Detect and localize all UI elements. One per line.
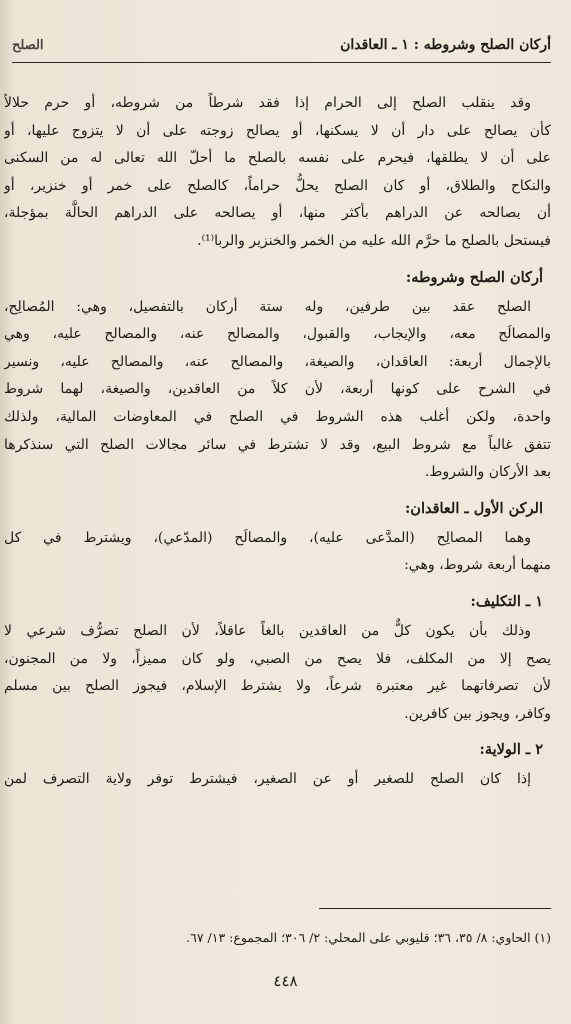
header-rule: [12, 62, 551, 63]
text-line: بعد الأركان والشروط.: [424, 464, 551, 481]
pillars-paragraph: [4, 294, 551, 487]
intro-paragraph: [4, 90, 551, 256]
wilaya-paragraph: [4, 766, 551, 794]
text-line: وذلك بأن يكون كلٌّ من العاقدين بالغاً عاقلاً، لأن الصلح تصرُّف شرعي لا: [4, 622, 531, 639]
text-line: وهما المصالِح (المدَّعى عليه)، والمصالَح (المدّعي)، ويشترط في كل: [4, 529, 531, 546]
subheading-wilaya: ٢ ـ الولاية:: [479, 741, 543, 759]
text-line: الصلح عقد بين طرفين، وله ستة أركان بالتفصيل، وهي: المُصالِح،: [4, 298, 531, 315]
text-line: فيستحل بالصلح ما حرَّم الله عليه من الخمر والخنزير والربا⁽¹⁾.: [197, 232, 551, 249]
page-number: ٤٤٨: [273, 972, 298, 990]
text-line: في الشرح على كونها أربعة، لأن كلاً من العاقدين، والصيغة، لهما شروط: [4, 381, 551, 398]
text-line: منهما أربعة شروط، وهي:: [404, 557, 551, 574]
text-line: وقد ينقلب الصلح إلى الحرام إذا فقد شرطاً من شروطه، أو حرم حلالاً: [4, 95, 531, 111]
footnote-rule: [319, 908, 551, 909]
text-line: إذا كان الصلح للصغير أو عن الصغير، فيشترط توفر ولاية التصرف لمن: [4, 771, 531, 788]
text-line: يصح إلا من المكلف، فلا يصح من الصبي، ولو كان مميزاً، ولا من المجنون،: [4, 650, 551, 667]
text-line: والنكاح والطلاق، أو كان الصلح يحلُّ حراماً، كالصلح على خمر أو خنزير، أو: [4, 177, 551, 194]
taklif-paragraph: [4, 618, 551, 728]
text-line: لأن تصرفاتهما غير معتبرة شرعاً، ولا يشترط الإسلام، فيجوز الصلح بين مسلم: [4, 678, 551, 695]
header-section: الصلح: [12, 37, 44, 53]
header-title: أركان الصلح وشروطه : ١ ـ العاقدان: [340, 37, 551, 53]
page-body: [0, 90, 571, 794]
text-line: وكافر، ويجوز بين كافرين.: [404, 705, 551, 722]
running-header: [12, 30, 551, 60]
text-line: على أن لا يطلقها، فيحرم على نفسه بالصلح ما أحلّ الله تعالى له من السكنى: [4, 150, 551, 167]
text-line: والمصالَح معه، والإيجاب، والقبول، والمصالح عنه، والمصالح عليه، وهي: [4, 326, 551, 343]
footnote: (١) الحاوي: ٨/ ٣٥، ٣٦؛ قليوبي على المحلي: ٢/ ٣٠٦؛ المجموع: ١٣/ ٦٧.: [186, 930, 551, 945]
text-line: واحدة، ولكن أغلب هذه الشروط في الصلح في المعاوضات المالية، ولذلك: [4, 408, 551, 425]
section-heading-pillars: أركان الصلح وشروطه:: [405, 268, 543, 286]
text-line: أن يصالحه عن الدراهم بأكثر منها، أو يصالحه على الدراهم الحالَّة بمؤجلة،: [4, 205, 551, 222]
text-line: بالإجمال أربعة: العاقدان، والصيغة، والمصالح عنه، والمصالح عليه، ونسير: [4, 353, 551, 370]
text-line: كأن يصالح على دار أن لا يسكنها، أو يصالح زوجته على أن لا يتزوج عليها، أو: [4, 122, 551, 139]
text-line: تتفق غالباً مع شروط البيع، وقد لا تشترط في سائر مجالات الصلح التي سنذكرها: [4, 436, 551, 453]
section-heading-first-pillar: الركن الأول ـ العاقدان:: [404, 499, 543, 517]
first-pillar-paragraph: [4, 525, 551, 580]
subheading-taklif: ١ ـ التكليف:: [470, 592, 543, 610]
